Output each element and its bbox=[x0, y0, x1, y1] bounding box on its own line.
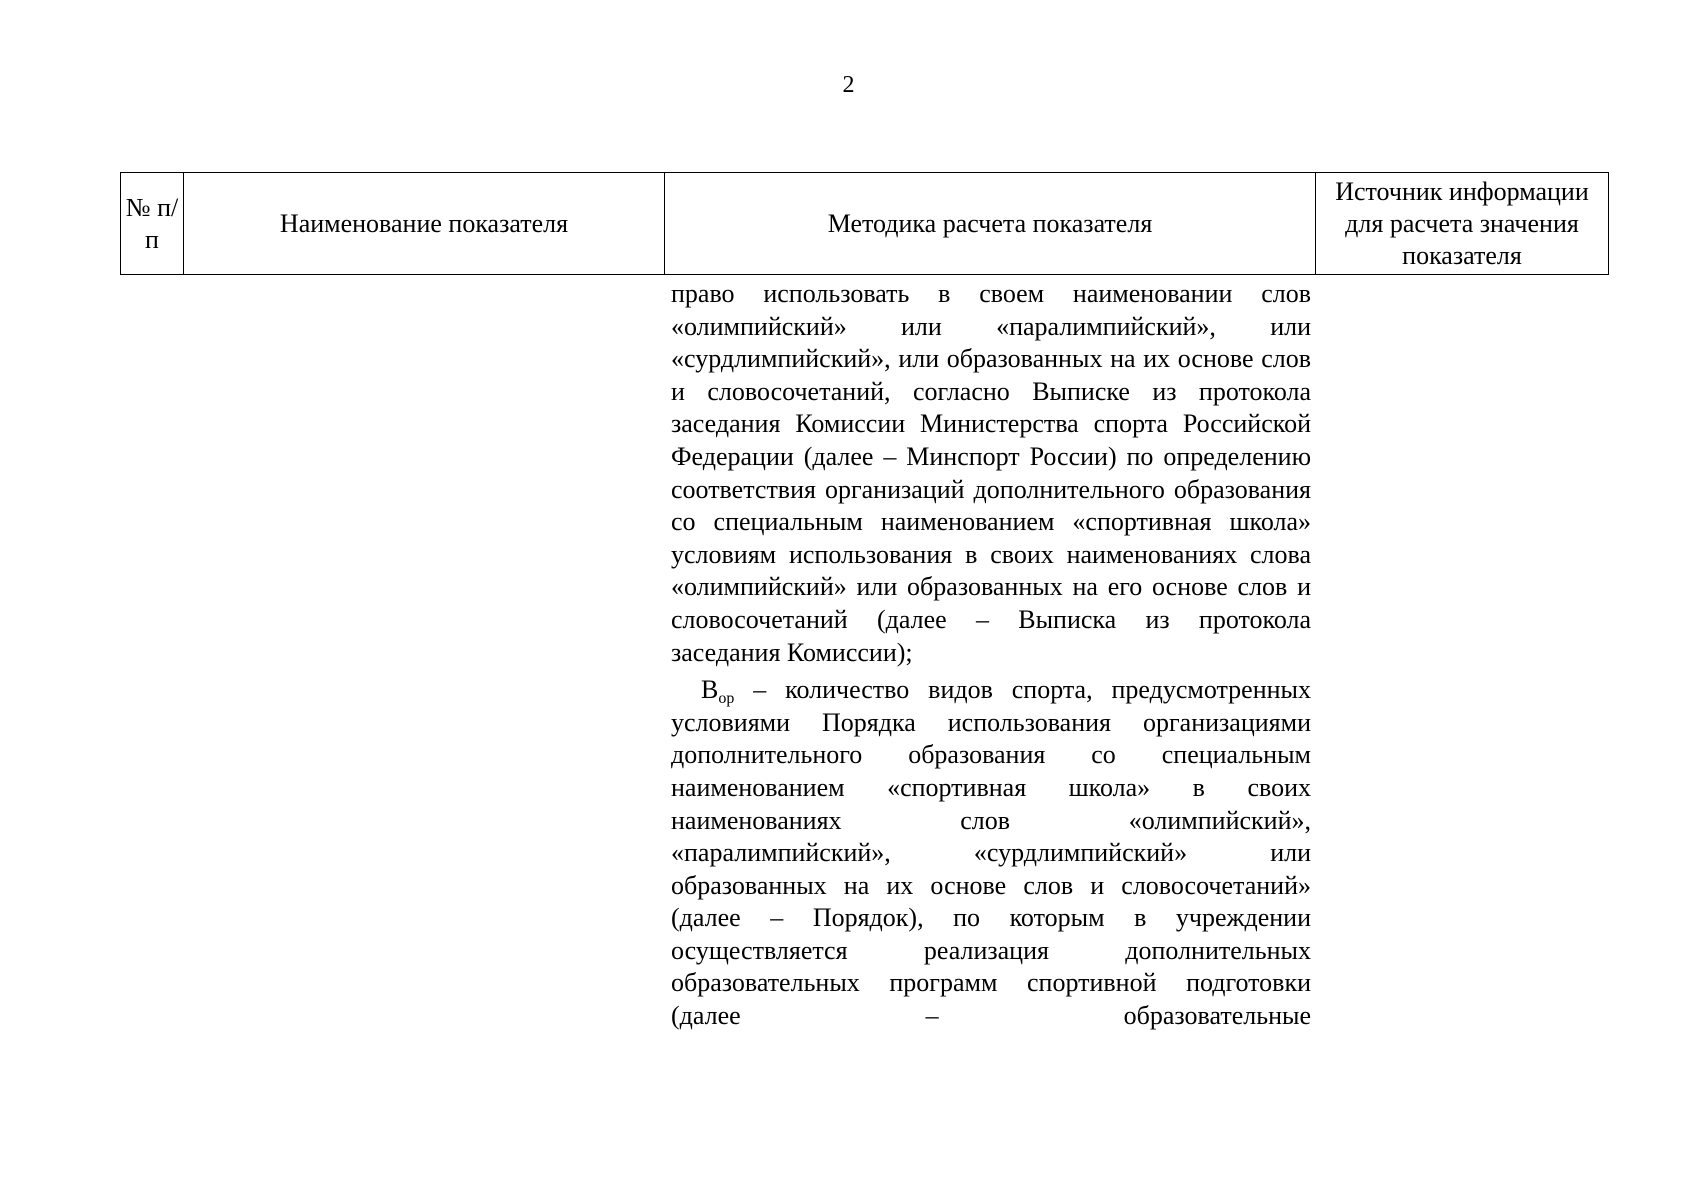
method-paragraph-1: право использовать в своем наименовании слов «олимпийский» или «паралимпийский», или «сурдлимпийский», или образованных на их основе слов и словосочетаний, согласно Выписке из протокола заседания Комиссии Министерства спорта Российской Федерации (далее – Минспорт России) по определению соответствия организаций дополнительного образования со специальным наименованием «спортивная школа» условиям использования в своих наименованиях слова «олимпийский» или образованных на его основе слов и словосочетаний (далее – Выписка из протокола заседания Комиссии); bbox=[671, 279, 1311, 667]
header-information-source: Источник информации для расчета значения показателя bbox=[1316, 173, 1609, 275]
header-indicator-name: Наименование показателя bbox=[184, 173, 665, 275]
header-row bbox=[121, 173, 1609, 275]
method-paragraph-2 bbox=[671, 674, 1311, 1033]
calculation-method-text bbox=[671, 278, 1311, 1033]
header-number: № п/п bbox=[121, 173, 184, 275]
page-number: 2 bbox=[842, 72, 855, 98]
method-paragraph-2-text: – количество видов спорта, предусмотренных условиями Порядка использования организациями дополнительного образования со специальным наименованием «спортивная школа» в своих наименованиях слов «олимпийский», «паралимпийский», «сурдлимпийский» или образованных на их основе слов и словосочетаний» (далее – Порядок), по которым в учреждении осуществляется реализация дополнительных образовательных программ спортивной подготовки (далее – образовательные bbox=[671, 675, 1311, 1031]
header-calculation-method: Методика расчета показателя bbox=[665, 173, 1316, 275]
variable-subscript: ор bbox=[718, 690, 735, 708]
variable-symbol: В bbox=[701, 675, 719, 705]
indicator-table-header bbox=[120, 172, 1609, 275]
